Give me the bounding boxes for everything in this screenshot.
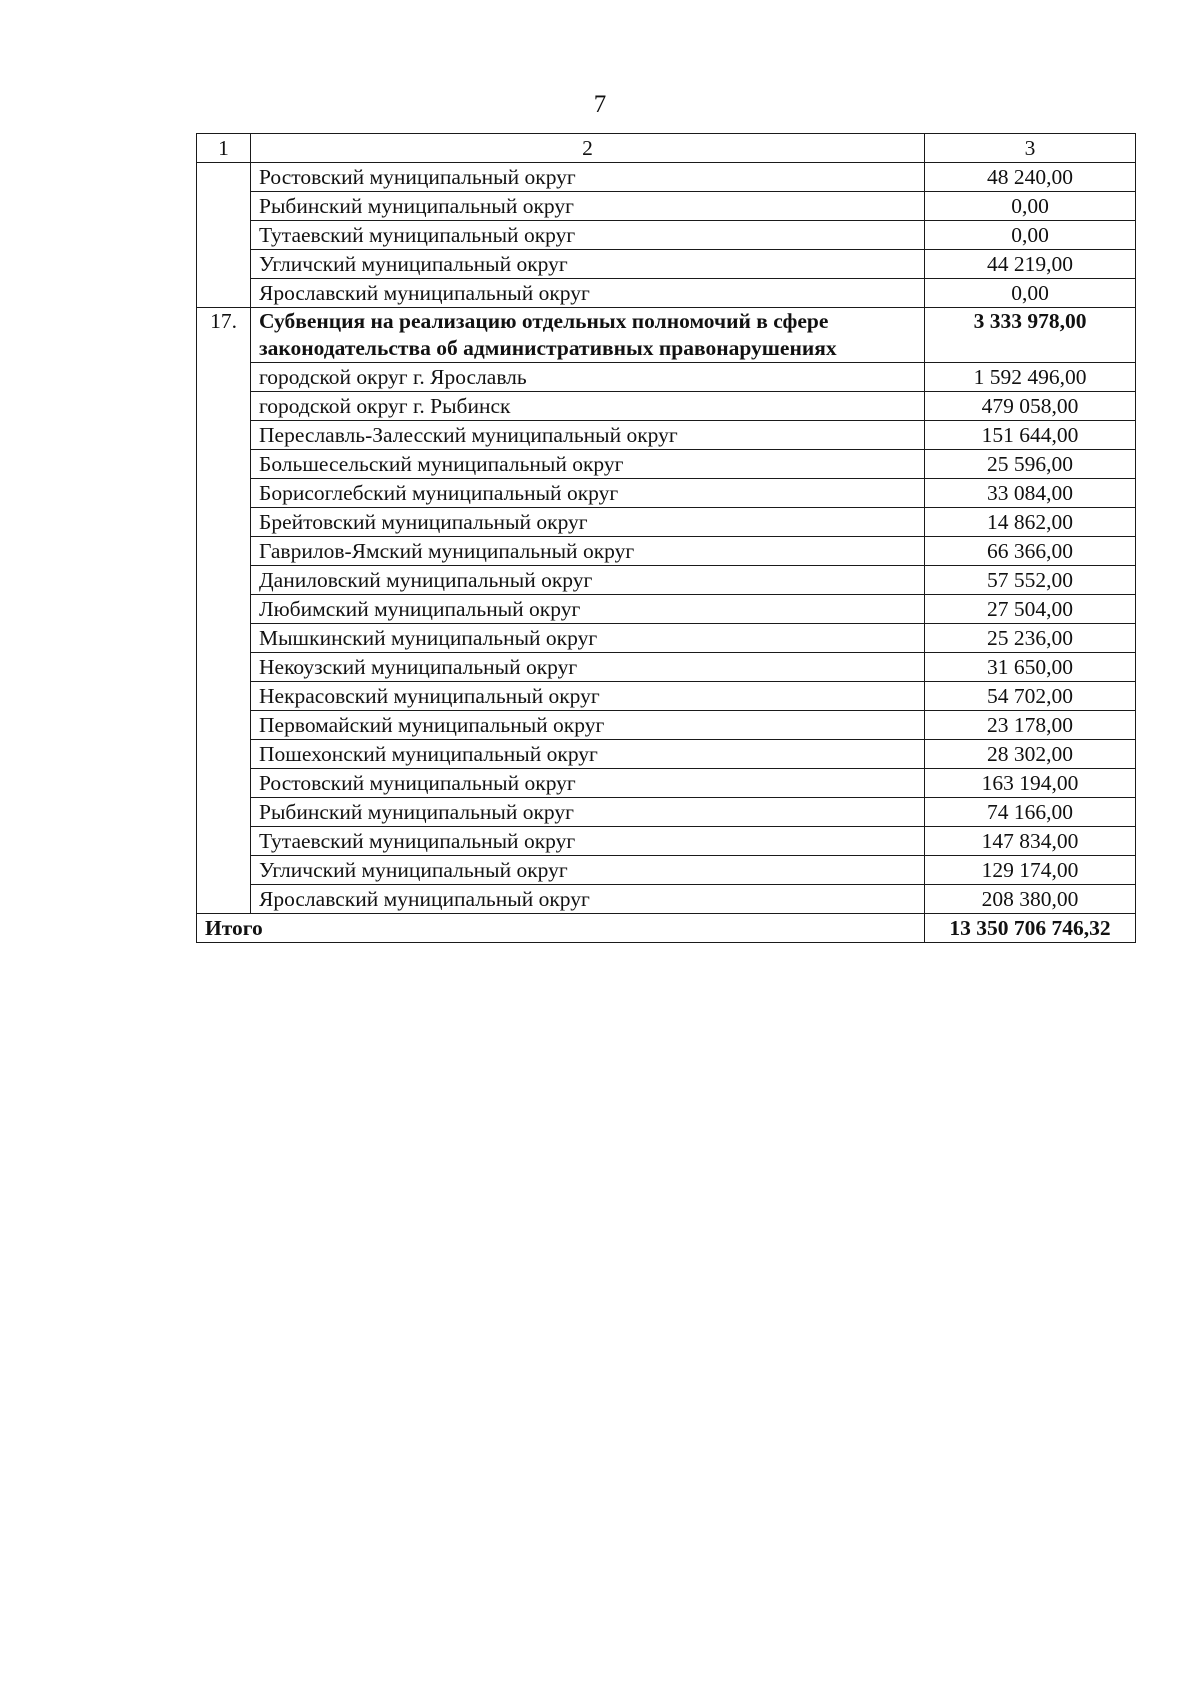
district-name: Угличский муниципальный округ [251, 856, 925, 885]
district-name: Тутаевский муниципальный округ [251, 827, 925, 856]
table-row [197, 163, 1136, 192]
district-name: Борисоглебский муниципальный округ [251, 479, 925, 508]
district-name: Мышкинский муниципальный округ [251, 624, 925, 653]
header-col-3: 3 [925, 134, 1136, 163]
amount-value: 151 644,00 [925, 421, 1136, 450]
amount-value: 163 194,00 [925, 769, 1136, 798]
district-name: Ростовский муниципальный округ [251, 163, 925, 192]
table-row [197, 827, 1136, 856]
table-row [197, 479, 1136, 508]
amount-value: 1 592 496,00 [925, 363, 1136, 392]
amount-value: 54 702,00 [925, 682, 1136, 711]
amount-value: 57 552,00 [925, 566, 1136, 595]
amount-value: 27 504,00 [925, 595, 1136, 624]
total-row [197, 914, 1136, 943]
district-name: Рыбинский муниципальный округ [251, 798, 925, 827]
district-name: Угличский муниципальный округ [251, 250, 925, 279]
section-row [197, 308, 1136, 363]
district-name: Брейтовский муниципальный округ [251, 508, 925, 537]
table-row [197, 769, 1136, 798]
amount-value: 48 240,00 [925, 163, 1136, 192]
table-row [197, 885, 1136, 914]
header-row [197, 134, 1136, 163]
row-number-cell [197, 163, 251, 308]
section-total-value: 3 333 978,00 [925, 308, 1136, 363]
amount-value: 25 596,00 [925, 450, 1136, 479]
district-name: городской округ г. Ярославль [251, 363, 925, 392]
table-row [197, 508, 1136, 537]
district-name: Любимский муниципальный округ [251, 595, 925, 624]
table-row [197, 450, 1136, 479]
district-name: Большесельский муниципальный округ [251, 450, 925, 479]
amount-value: 25 236,00 [925, 624, 1136, 653]
district-name: Переславль-Залесский муниципальный округ [251, 421, 925, 450]
amount-value: 74 166,00 [925, 798, 1136, 827]
amount-value: 66 366,00 [925, 537, 1136, 566]
amount-value: 129 174,00 [925, 856, 1136, 885]
table-row [197, 740, 1136, 769]
table-row [197, 363, 1136, 392]
header-col-2: 2 [251, 134, 925, 163]
district-name: Рыбинский муниципальный округ [251, 192, 925, 221]
table-row [197, 624, 1136, 653]
amount-value: 479 058,00 [925, 392, 1136, 421]
table-row [197, 537, 1136, 566]
amount-value: 14 862,00 [925, 508, 1136, 537]
district-name: Первомайский муниципальный округ [251, 711, 925, 740]
district-name: Ярославский муниципальный округ [251, 279, 925, 308]
total-value: 13 350 706 746,32 [925, 914, 1136, 943]
district-name: Даниловский муниципальный округ [251, 566, 925, 595]
district-name: Некоузский муниципальный округ [251, 653, 925, 682]
table-row [197, 192, 1136, 221]
total-label: Итого [197, 914, 925, 943]
table-row [197, 279, 1136, 308]
table-body [197, 134, 1136, 943]
amount-value: 23 178,00 [925, 711, 1136, 740]
amount-value: 147 834,00 [925, 827, 1136, 856]
amount-value: 33 084,00 [925, 479, 1136, 508]
section-number: 17. [197, 308, 251, 914]
amount-value: 28 302,00 [925, 740, 1136, 769]
amount-value: 0,00 [925, 221, 1136, 250]
district-name: городской округ г. Рыбинск [251, 392, 925, 421]
district-name: Некрасовский муниципальный округ [251, 682, 925, 711]
table-row [197, 682, 1136, 711]
table-row [197, 595, 1136, 624]
district-name: Гаврилов-Ямский муниципальный округ [251, 537, 925, 566]
amount-value: 44 219,00 [925, 250, 1136, 279]
table-row [197, 250, 1136, 279]
amount-value: 0,00 [925, 279, 1136, 308]
table-row [197, 221, 1136, 250]
table-row [197, 798, 1136, 827]
district-name: Пошехонский муниципальный округ [251, 740, 925, 769]
table-row [197, 392, 1136, 421]
table-row [197, 421, 1136, 450]
district-name: Ярославский муниципальный округ [251, 885, 925, 914]
table-row [197, 856, 1136, 885]
district-name: Тутаевский муниципальный округ [251, 221, 925, 250]
amount-value: 208 380,00 [925, 885, 1136, 914]
page-number: 7 [593, 91, 607, 118]
amount-value: 31 650,00 [925, 653, 1136, 682]
district-name: Ростовский муниципальный округ [251, 769, 925, 798]
allocation-table [196, 133, 1136, 943]
table-row [197, 566, 1136, 595]
section-title: Субвенция на реализацию отдельных полномочий в сфере законодательства об административных правонарушениях [251, 308, 925, 363]
table-row [197, 653, 1136, 682]
header-col-1: 1 [197, 134, 251, 163]
table-row [197, 711, 1136, 740]
amount-value: 0,00 [925, 192, 1136, 221]
